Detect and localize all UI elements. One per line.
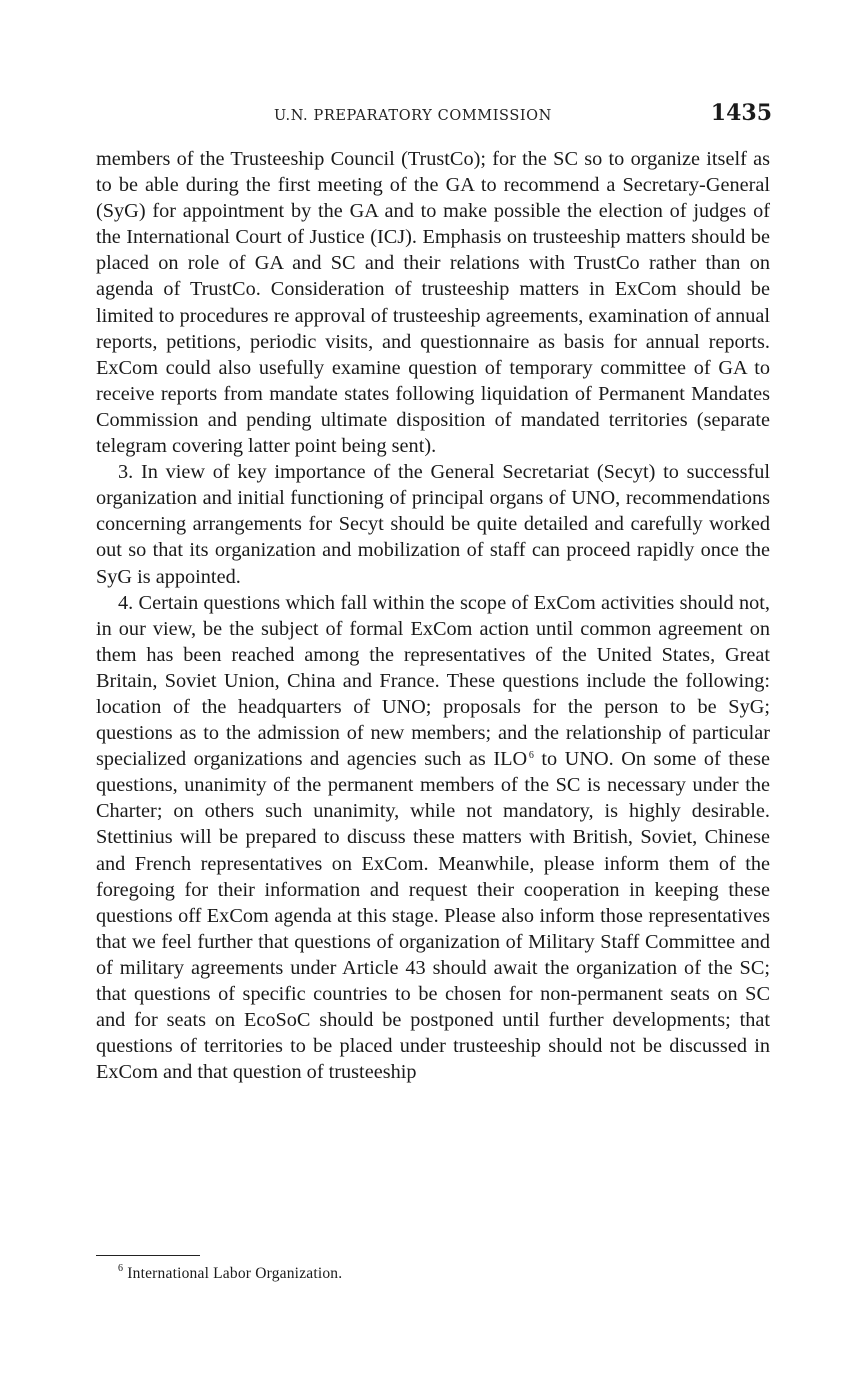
footnote-marker: 6 bbox=[118, 1263, 124, 1274]
running-title: U.N. PREPARATORY COMMISSION bbox=[274, 108, 552, 124]
footnote-text: International Labor Organization. bbox=[127, 1265, 343, 1282]
paragraph-3: 3. In view of key importance of the General Secretariat (Secyt) to successful organization and initial functioning of principal organs of UNO, recommendations concerning arrangements for Secyt should be quite detailed and carefully worked out so that its organization and mobilization of staff can proceed rapidly once the SyG is appointed. bbox=[96, 461, 770, 588]
page-number: 1435 bbox=[710, 100, 772, 126]
paragraph-4-text-a: 4. Certain questions which fall within the scope of ExCom activities should not, in our view, be the subject of formal ExCom action until common agreement on them has been reached among the representatives of the United States, Great Britain, Soviet Union, China and France. These questions include the following: location of the headquarters of UNO; proposals for the person to be SyG; questions as to the admission of new members; and the relationship of particular specialized organizations and agencies such as ILO bbox=[96, 591, 770, 771]
footnote bbox=[118, 1265, 758, 1283]
paragraph-4-text-b: to UNO. On some of these questions, unanimity of the permanent members of the SC is necessary under the Charter; on others such unanimity, while not mandatory, is highly desirable. Stettinius will be prepared to discuss these matters with British, Soviet, Chinese and French representatives on ExCom. Meanwhile, please inform them of the foregoing for their information and request their cooperation in keeping these questions off ExCom agenda at this stage. Please also inform those representatives that we feel further that questions of organization of Military Staff Committee and of military agreements under Article 43 should await the organization of the SC; that questions of specific countries to be chosen for non-permanent seats on SC and for seats on EcoSoC should be postponed until further developments; that questions of territories to be placed under trusteeship should not be discussed in ExCom and that question of trusteeship bbox=[96, 748, 770, 1084]
footnote-reference: 6 bbox=[528, 750, 534, 762]
body-text bbox=[96, 146, 770, 1085]
paragraph-4 bbox=[96, 590, 770, 1086]
footnote-divider bbox=[96, 1255, 200, 1256]
page-header bbox=[96, 100, 772, 134]
paragraph-continued: members of the Trusteeship Council (TrustCo); for the SC so to organize itself as to be able during the first meeting of the GA to recommend a Secretary-General (SyG) for appointment by the GA and to make possible the election of judges of the International Court of Justice (ICJ). Emphasis on trusteeship matters should be placed on role of GA and SC and their relations with TrustCo rather than on agenda of TrustCo. Consideration of trusteeship matters in ExCom should be limited to procedures re approval of trusteeship agreements, examination of annual reports, petitions, periodic visits, and questionnaire as basis for annual reports. ExCom could also usefully examine question of temporary committee of GA to receive reports from mandate states following liquidation of Permanent Mandates Commission and pending ultimate disposition of mandated territories (separate telegram covering latter point being sent). bbox=[96, 148, 770, 458]
